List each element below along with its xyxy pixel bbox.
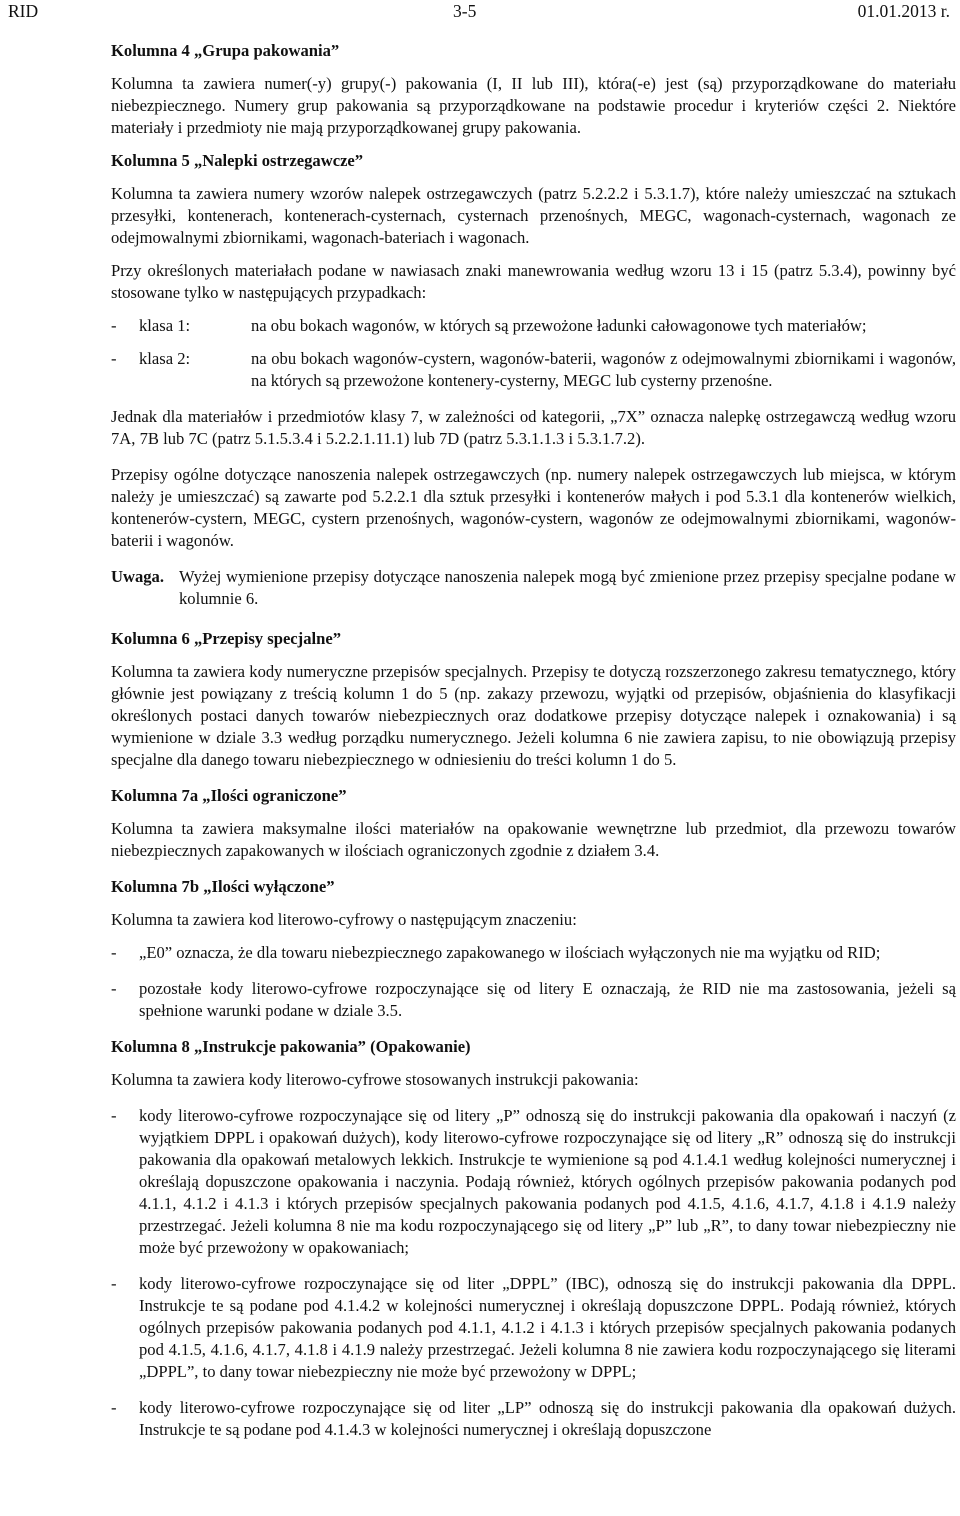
list-item: [111, 978, 956, 1022]
section-title-column-5: Kolumna 5 „Nalepki ostrzegawcze”: [111, 151, 364, 170]
list-item: [111, 1273, 956, 1383]
column-8-text: Kolumna ta zawiera kody literowo-cyfrowe stosowanych instrukcji pakowania:: [111, 1070, 639, 1089]
column-5-paragraph-4: Przepisy ogólne dotyczące nanoszenia nalepek ostrzegawczych (np. numery nalepek ostrzegawczych lub miejsca, w którym należy je umieszczać) są zawarte pod 5.2.2.1 dla sztuk przesyłki i kontenerów małych i pod 5.3.1 dla kontenerów wielkich, kontenerów-cystern, MEGC, cystern przenośnych, wagonów-cystern, wagonów ze odejmowalnymi zbiornikami, wagonów-baterii i wagonów.: [111, 465, 956, 550]
list-item: [111, 1397, 956, 1441]
list-item-text: kody literowo-cyfrowe rozpoczynające się od litery „P” odnoszą się do instrukcji pakowania dla opakowań i naczyń (z wyjątkiem DPPL i opakowań dużych), kody literowo-cyfrowe rozpoczynające się od litery „R” odnoszą się do instrukcji pakowania dla opakowań metalowych lekkich. Instrukcje te wymienione są pod 4.1.4.1 według kolejności numerycznej i określają dopuszczone opakowania i naczynia. Podają również, których ogólnych przepisów pakowania podanych pod 4.1.1, 4.1.2 i 4.1.3 i których przepisów specjalnych pakowania podanych pod 4.1.5, 4.1.6, 4.1.7, 4.1.8 i 4.1.9 należy przestrzegać. Jeżeli kolumna 8 nie ma kodu rozpoczynającego się od litery „P” lub „R”, to dany towar niebezpieczny nie może być przewożony w opakowaniach;: [139, 1106, 956, 1257]
list-item-text: „E0” oznacza, że dla towaru niebezpiecznego zapakowanego w ilościach wyłączonych nie ma wyjątku od RID;: [139, 943, 881, 962]
list-item-text: pozostałe kody literowo-cyfrowe rozpoczynające się od litery E oznaczają, że RID nie ma zastosowania, jeżeli są spełnione warunki podane w dziale 3.5.: [139, 979, 956, 1020]
class-label: klasa 2:: [139, 349, 191, 368]
list-dash: -: [111, 1398, 117, 1417]
section-title-column-7a: Kolumna 7a „Ilości ograniczone”: [111, 786, 347, 805]
header-page-number: 3-5: [453, 1, 477, 21]
header-date: 01.01.2013 r.: [857, 1, 950, 21]
header-doc-name: RID: [8, 1, 39, 21]
section-title-column-4: Kolumna 4 „Grupa pakowania”: [111, 41, 340, 60]
note-label: Uwaga.: [111, 567, 165, 586]
list-dash: -: [111, 1106, 117, 1125]
list-item: [111, 315, 956, 337]
list-dash: -: [111, 349, 117, 368]
column-7a-text: Kolumna ta zawiera maksymalne ilości materiałów na opakowanie wewnętrzne lub przedmiot, dla przewozu towarów niebezpiecznych zapakowanych w ilościach ograniczonych zgodnie z działem 3.4.: [111, 819, 956, 860]
section-title-column-7b: Kolumna 7b „Ilości wyłączone”: [111, 877, 335, 896]
column-4-text: Kolumna ta zawiera numer(-y) grupy(-) pakowania (I, II lub III), która(-e) jest (są) przyporządkowane do materiału niebezpiecznego. Numery grup pakowania są przyporządkowane na podstawie procedur i kryteriów części 2. Niektóre materiały i przedmioty nie mają przyporządkowanej grupy pakowania.: [111, 74, 956, 137]
list-dash: -: [111, 316, 117, 335]
list-item: [111, 1105, 956, 1259]
list-item: [111, 942, 956, 964]
list-item-text: kody literowo-cyfrowe rozpoczynające się od liter „DPPL” (IBC), odnoszą się do instrukcji pakowania dla DPPL. Instrukcje te są podane pod 4.1.4.2 w kolejności numerycznej i określają dopuszczone DPPL. Podają również, których ogólnych przepisów pakowania podanych pod 4.1.1, 4.1.2 i 4.1.3 i których przepisów specjalnych pakowania podanych pod 4.1.5, 4.1.6, 4.1.7, 4.1.8 i 4.1.9 należy przestrzegać. Jeżeli kolumna 8 nie zawiera kodu rozpoczynającego się literami „DPPL”, to dany towar niebezpieczny nie może być przewożony w DPPL;: [139, 1274, 956, 1381]
column-5-paragraph-1: Kolumna ta zawiera numery wzorów nalepek ostrzegawczych (patrz 5.2.2.2 i 5.3.1.7), które należy umieszczać na sztukach przesyłki, kontenerach, kontenerach-cysternach, cysternach przenośnych, MEGC, wagonach-cysternach, wagonach ze odejmowalnymi zbiornikami, wagonach-bateriach i wagonach.: [111, 184, 956, 247]
section-title-column-8: Kolumna 8 „Instrukcje pakowania” (Opakowanie): [111, 1037, 471, 1056]
list-item-text: na obu bokach wagonów, w których są przewożone ładunki całowagonowe tych materiałów;: [251, 316, 867, 335]
column-7b-text: Kolumna ta zawiera kod literowo-cyfrowy o następującym znaczeniu:: [111, 910, 577, 929]
list-item-text: na obu bokach wagonów-cystern, wagonów-baterii, wagonów z odejmowalnymi zbiornikami i wagonów, na których są przewożone kontenery-cysterny, MEGC lub cysterny przenośne.: [251, 349, 956, 390]
page-body: [111, 40, 956, 1441]
note: [111, 566, 956, 610]
page-header: [0, 0, 960, 24]
list-dash: -: [111, 979, 117, 998]
note-text: Wyżej wymienione przepisy dotyczące nanoszenia nalepek mogą być zmienione przez przepisy specjalne podane w kolumnie 6.: [179, 567, 956, 608]
column-5-paragraph-3: Jednak dla materiałów i przedmiotów klasy 7, w zależności od kategorii, „7X” oznacza nalepkę ostrzegawczą według wzoru 7A, 7B lub 7C (patrz 5.1.5.3.4 i 5.2.2.1.11.1) lub 7D (patrz 5.3.1.1.3 i 5.3.1.7.2).: [111, 407, 956, 448]
list-dash: -: [111, 1274, 117, 1293]
class-label: klasa 1:: [139, 316, 191, 335]
section-title-column-6: Kolumna 6 „Przepisy specjalne”: [111, 629, 341, 648]
list-item: [111, 348, 956, 392]
column-5-paragraph-2: Przy określonych materiałach podane w nawiasach znaki manewrowania według wzoru 13 i 15 (patrz 5.3.4), powinny być stosowane tylko w następujących przypadkach:: [111, 261, 956, 302]
list-dash: -: [111, 943, 117, 962]
column-6-text: Kolumna ta zawiera kody numeryczne przepisów specjalnych. Przepisy te dotyczą rozszerzonego zakresu tematycznego, który głównie jest powiązany z treścią kolumn 1 do 5 (np. zakazy przewozu, wyjątki od przepisów, objaśnienia do klasyfikacji określonych postaci danych towarów niebezpiecznych oraz dodatkowe przepisy dotyczące nalepek i oznakowania) i są wymienione w dziale 3.3 według porządku numerycznego. Jeżeli kolumna 6 nie zawiera zapisu, to nie obowiązują przepisy specjalne dla danego towaru niebezpiecznego w odniesieniu do treści kolumn 1 do 5.: [111, 662, 956, 769]
list-item-text: kody literowo-cyfrowe rozpoczynające się od liter „LP” odnoszą się do instrukcji pakowania dla opakowań dużych. Instrukcje te są podane pod 4.1.4.3 w kolejności numerycznej i określają dopuszczone: [139, 1398, 956, 1439]
